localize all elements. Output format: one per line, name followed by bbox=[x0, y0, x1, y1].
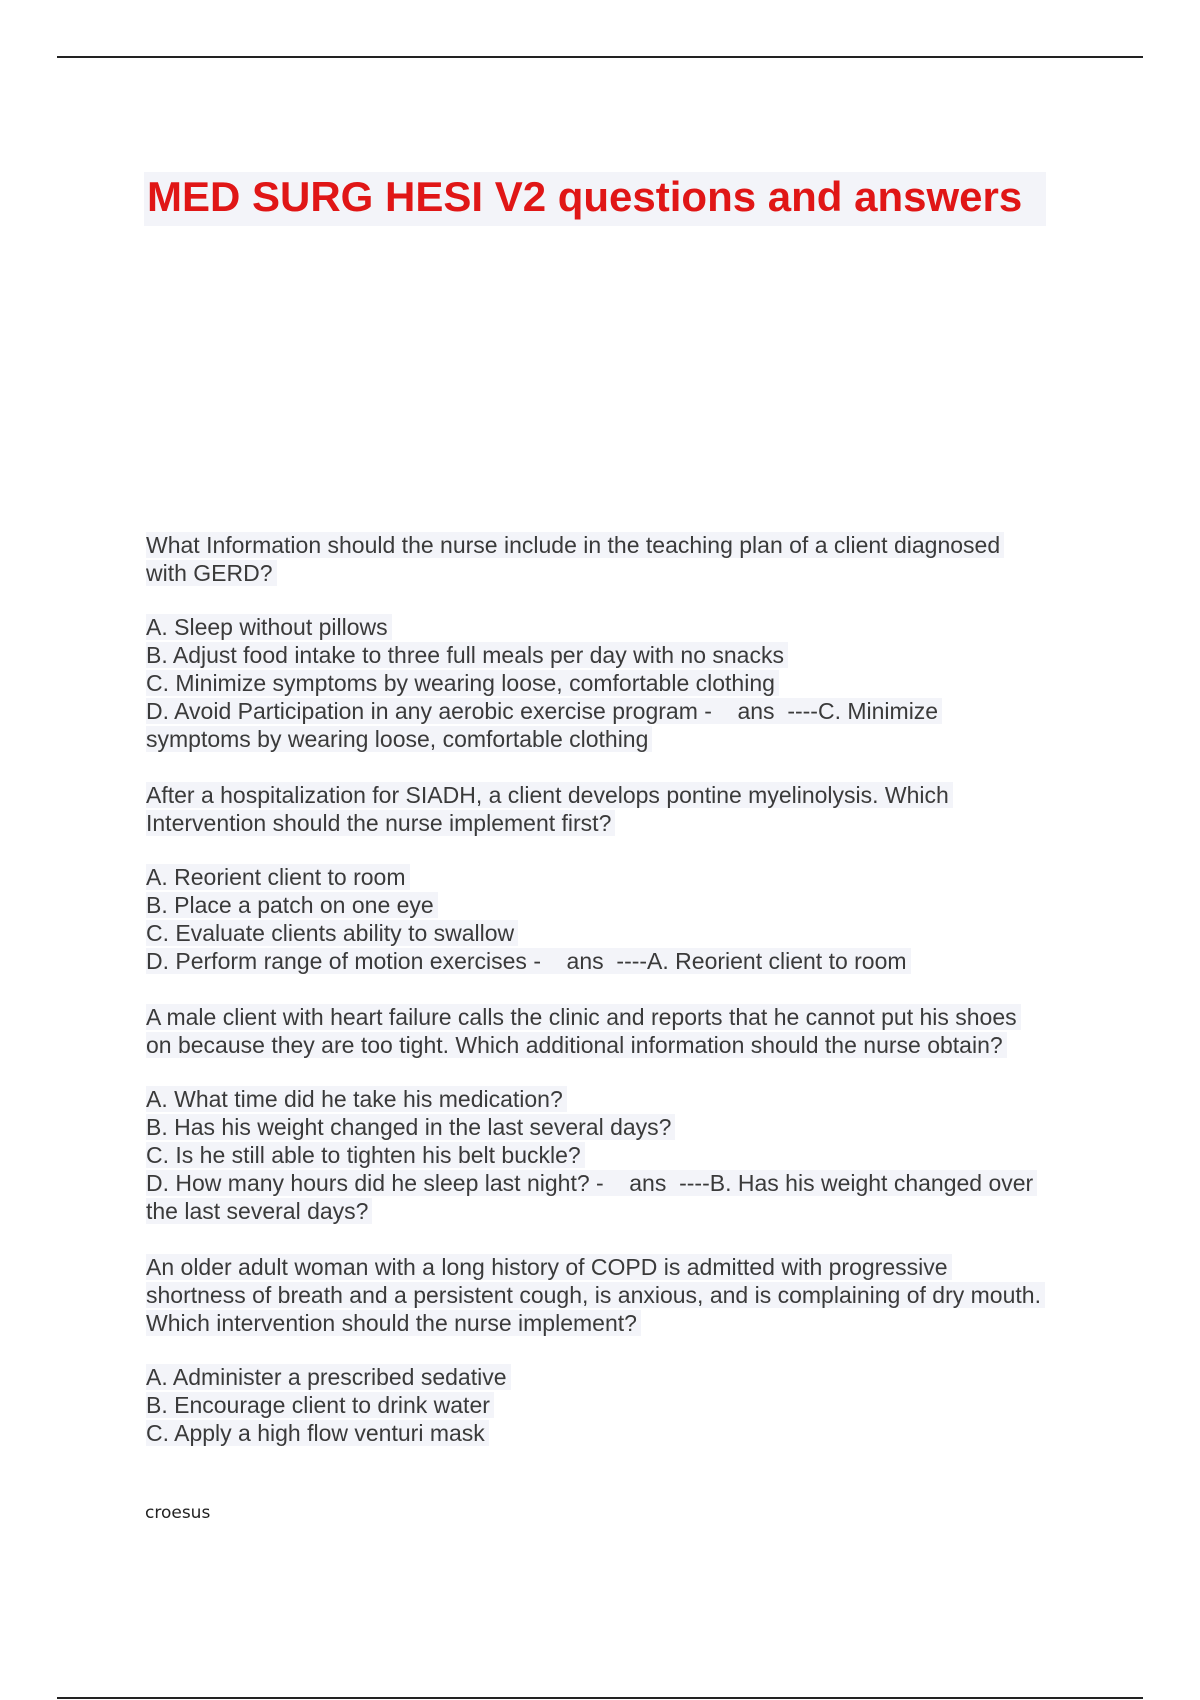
stem-line: A male client with heart failure calls the clinic and reports that he cannot put his shoes bbox=[146, 1004, 1021, 1030]
option-d: D. Avoid Participation in any aerobic exercise program - bbox=[146, 698, 712, 724]
option-b: B. Encourage client to drink water bbox=[146, 1392, 494, 1418]
question-3-options bbox=[146, 1085, 1106, 1225]
question-1-options bbox=[146, 613, 1106, 753]
question-4-stem bbox=[146, 1253, 1106, 1337]
footer-rule bbox=[57, 1697, 1143, 1699]
option-c: C. Minimize symptoms by wearing loose, comfortable clothing bbox=[146, 670, 779, 696]
option-b: B. Has his weight changed in the last several days? bbox=[146, 1114, 675, 1140]
header-rule bbox=[57, 56, 1143, 58]
option-d: D. Perform range of motion exercises - bbox=[146, 948, 541, 974]
stem-line: on because they are too tight. Which additional information should the nurse obtain? bbox=[146, 1032, 1007, 1058]
answer-text: ans ----A. Reorient client to room bbox=[566, 948, 907, 974]
option-c: C. Evaluate clients ability to swallow bbox=[146, 920, 518, 946]
document-title: MED SURG HESI V2 questions and answers bbox=[144, 172, 1046, 226]
stem-line: Intervention should the nurse implement first? bbox=[146, 810, 615, 836]
option-c: C. Is he still able to tighten his belt buckle? bbox=[146, 1142, 585, 1168]
question-4-options bbox=[146, 1363, 1106, 1447]
stem-line: After a hospitalization for SIADH, a client develops pontine myelinolysis. Which bbox=[146, 782, 953, 808]
answer-text: ans ----C. Minimize bbox=[737, 698, 939, 724]
answer-continuation: the last several days? bbox=[146, 1198, 372, 1224]
stem-line: What Information should the nurse include in the teaching plan of a client diagnosed bbox=[146, 532, 1004, 558]
question-1-stem bbox=[146, 531, 1106, 587]
option-a: A. What time did he take his medication? bbox=[146, 1086, 567, 1112]
question-3-stem bbox=[146, 1003, 1106, 1059]
footer-author: croesus bbox=[145, 1503, 211, 1523]
stem-line: Which intervention should the nurse implement? bbox=[146, 1310, 641, 1336]
option-c: C. Apply a high flow venturi mask bbox=[146, 1420, 489, 1446]
stem-line: with GERD? bbox=[146, 560, 277, 586]
stem-line: An older adult woman with a long history of COPD is admitted with progressive bbox=[146, 1254, 952, 1280]
document-body bbox=[146, 531, 1106, 1475]
option-b: B. Adjust food intake to three full meals per day with no snacks bbox=[146, 642, 788, 668]
option-a: A. Administer a prescribed sedative bbox=[146, 1364, 511, 1390]
option-a: A. Reorient client to room bbox=[146, 864, 410, 890]
option-a: A. Sleep without pillows bbox=[146, 614, 392, 640]
question-2-stem bbox=[146, 781, 1106, 837]
stem-line: shortness of breath and a persistent cough, is anxious, and is complaining of dry mouth. bbox=[146, 1282, 1045, 1308]
option-d: D. How many hours did he sleep last night? - bbox=[146, 1170, 604, 1196]
option-b: B. Place a patch on one eye bbox=[146, 892, 438, 918]
answer-text: ans ----B. Has his weight changed over bbox=[629, 1170, 1034, 1196]
question-2-options bbox=[146, 863, 1106, 975]
answer-continuation: symptoms by wearing loose, comfortable clothing bbox=[146, 726, 652, 752]
